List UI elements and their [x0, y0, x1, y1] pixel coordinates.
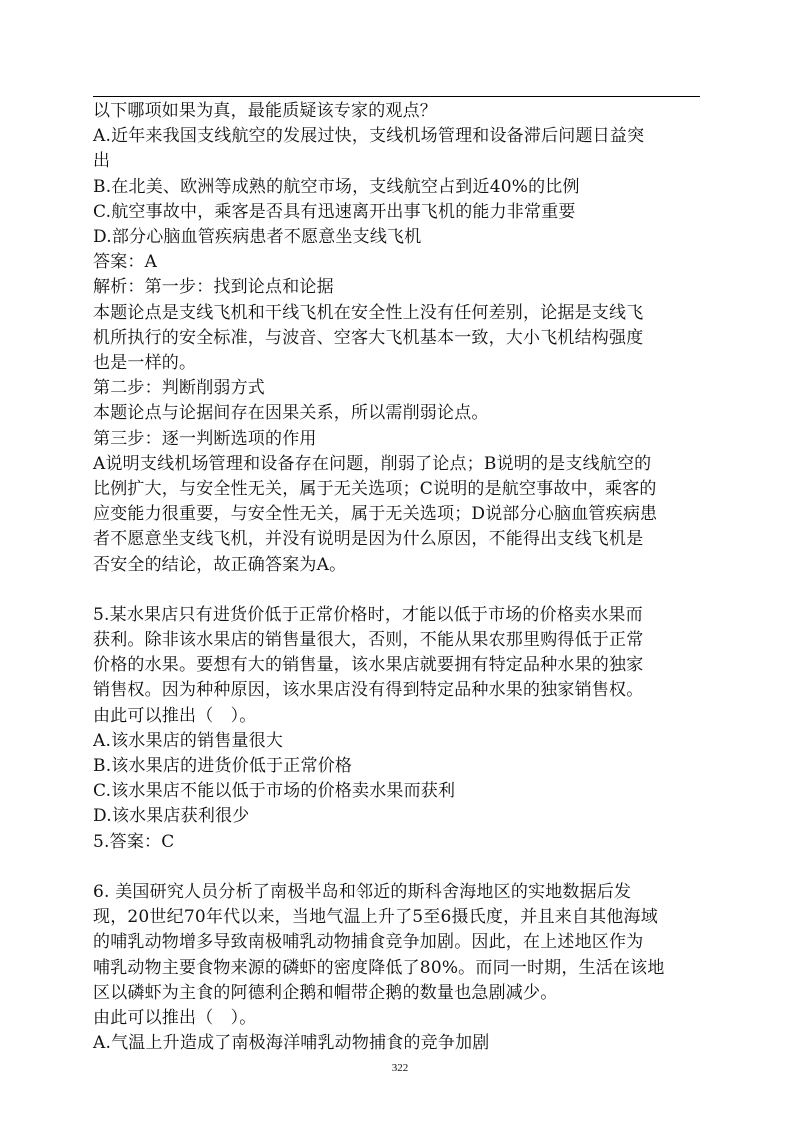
question-prompt: 由此可以推出（ ）。 [93, 705, 257, 726]
analysis-line: 也是一样的。 [93, 353, 197, 374]
option-a-continued: 出 [93, 151, 111, 172]
option-d: D.部分心脑血管疾病患者不愿意坐支线飞机 [93, 227, 422, 248]
option-a: A.气温上升造成了南极海洋哺乳动物捕食的竞争加剧 [93, 1033, 490, 1054]
analysis-line: 本题论点与论据间存在因果关系，所以需削弱论点。 [93, 403, 489, 424]
section-gap [93, 855, 700, 880]
option-c: C.该水果店不能以低于市场的价格卖水果而获利 [93, 781, 456, 802]
analysis-line: 应变能力很重要，与安全性无关，属于无关选项；D说部分心脑血管疾病患 [93, 504, 658, 525]
analysis-line: A说明支线机场管理和设备存在问题，削弱了论点；B说明的是支线航空的 [93, 453, 652, 474]
answer: 5.答案：C [93, 831, 175, 852]
header-rule [93, 96, 700, 97]
option-d: D.该水果店获利很少 [93, 806, 250, 827]
question-stem: 价格的水果。要想有大的销售量，该水果店就要拥有特定品种水果的独家 [93, 655, 644, 676]
question-stem: 区以磷虾为主食的阿德利企鹅和帽带企鹅的数量也急剧减少。 [93, 982, 558, 1003]
analysis-line: 机所执行的安全标准，与波音、空客大飞机基本一致，大小飞机结构强度 [93, 327, 644, 348]
option-c: C.航空事故中，乘客是否具有迅速离开出事飞机的能力非常重要 [93, 201, 576, 222]
question-stem: 5.某水果店只有进货价低于正常价格时，才能以低于市场的价格卖水果而 [93, 604, 643, 625]
answer: 答案：A [93, 252, 158, 273]
analysis-line: 比例扩大，与安全性无关，属于无关选项；C说明的是航空事故中，乘客的 [93, 479, 657, 500]
analysis-line: 第三步：逐一判断选项的作用 [93, 428, 317, 449]
option-b: B.该水果店的进货价低于正常价格 [93, 756, 353, 777]
question-prompt: 由此可以推出（ ）。 [93, 1007, 257, 1028]
document-page [93, 99, 700, 1056]
option-a: A.该水果店的销售量很大 [93, 730, 284, 751]
question-stem: 的哺乳动物增多导致南极哺乳动物捕食竞争加剧。因此，在上述地区作为 [93, 932, 644, 953]
analysis-line: 否安全的结论，故正确答案为A。 [93, 554, 347, 575]
analysis-line: 者不愿意坐支线飞机，并没有说明是因为什么原因，不能得出支线飞机是 [93, 529, 644, 550]
question-stem: 销售权。因为种种原因，该水果店没有得到特定品种水果的独家销售权。 [93, 680, 644, 701]
section-gap [93, 578, 700, 603]
option-a: A.近年来我国支线航空的发展过快，支线机场管理和设备滞后问题日益突 [93, 126, 645, 147]
analysis-line: 解析：第一步：找到论点和论据 [93, 277, 334, 298]
question-stem: 获利。除非该水果店的销售量很大，否则，不能从果农那里购得低于正常 [93, 630, 644, 651]
page-number: 322 [391, 1062, 409, 1074]
analysis-line: 本题论点是支线飞机和干线飞机在安全性上没有任何差别，论据是支线飞 [93, 302, 644, 323]
question-stem: 哺乳动物主要食物来源的磷虾的密度降低了80%。而同一时期，生活在该地 [93, 957, 665, 978]
question-stem: 现，20世纪70年代以来，当地气温上升了5至6摄氏度，并且来自其他海域 [93, 907, 658, 928]
question-text: 以下哪项如果为真，最能质疑该专家的观点？ [93, 101, 437, 121]
analysis-line: 第二步：判断削弱方式 [93, 378, 265, 399]
question-stem: 6. 美国研究人员分析了南极半岛和邻近的斯科舍海地区的实地数据后发 [93, 881, 632, 902]
option-b: B.在北美、欧洲等成熟的航空市场，支线航空占到近40%的比例 [93, 176, 580, 197]
